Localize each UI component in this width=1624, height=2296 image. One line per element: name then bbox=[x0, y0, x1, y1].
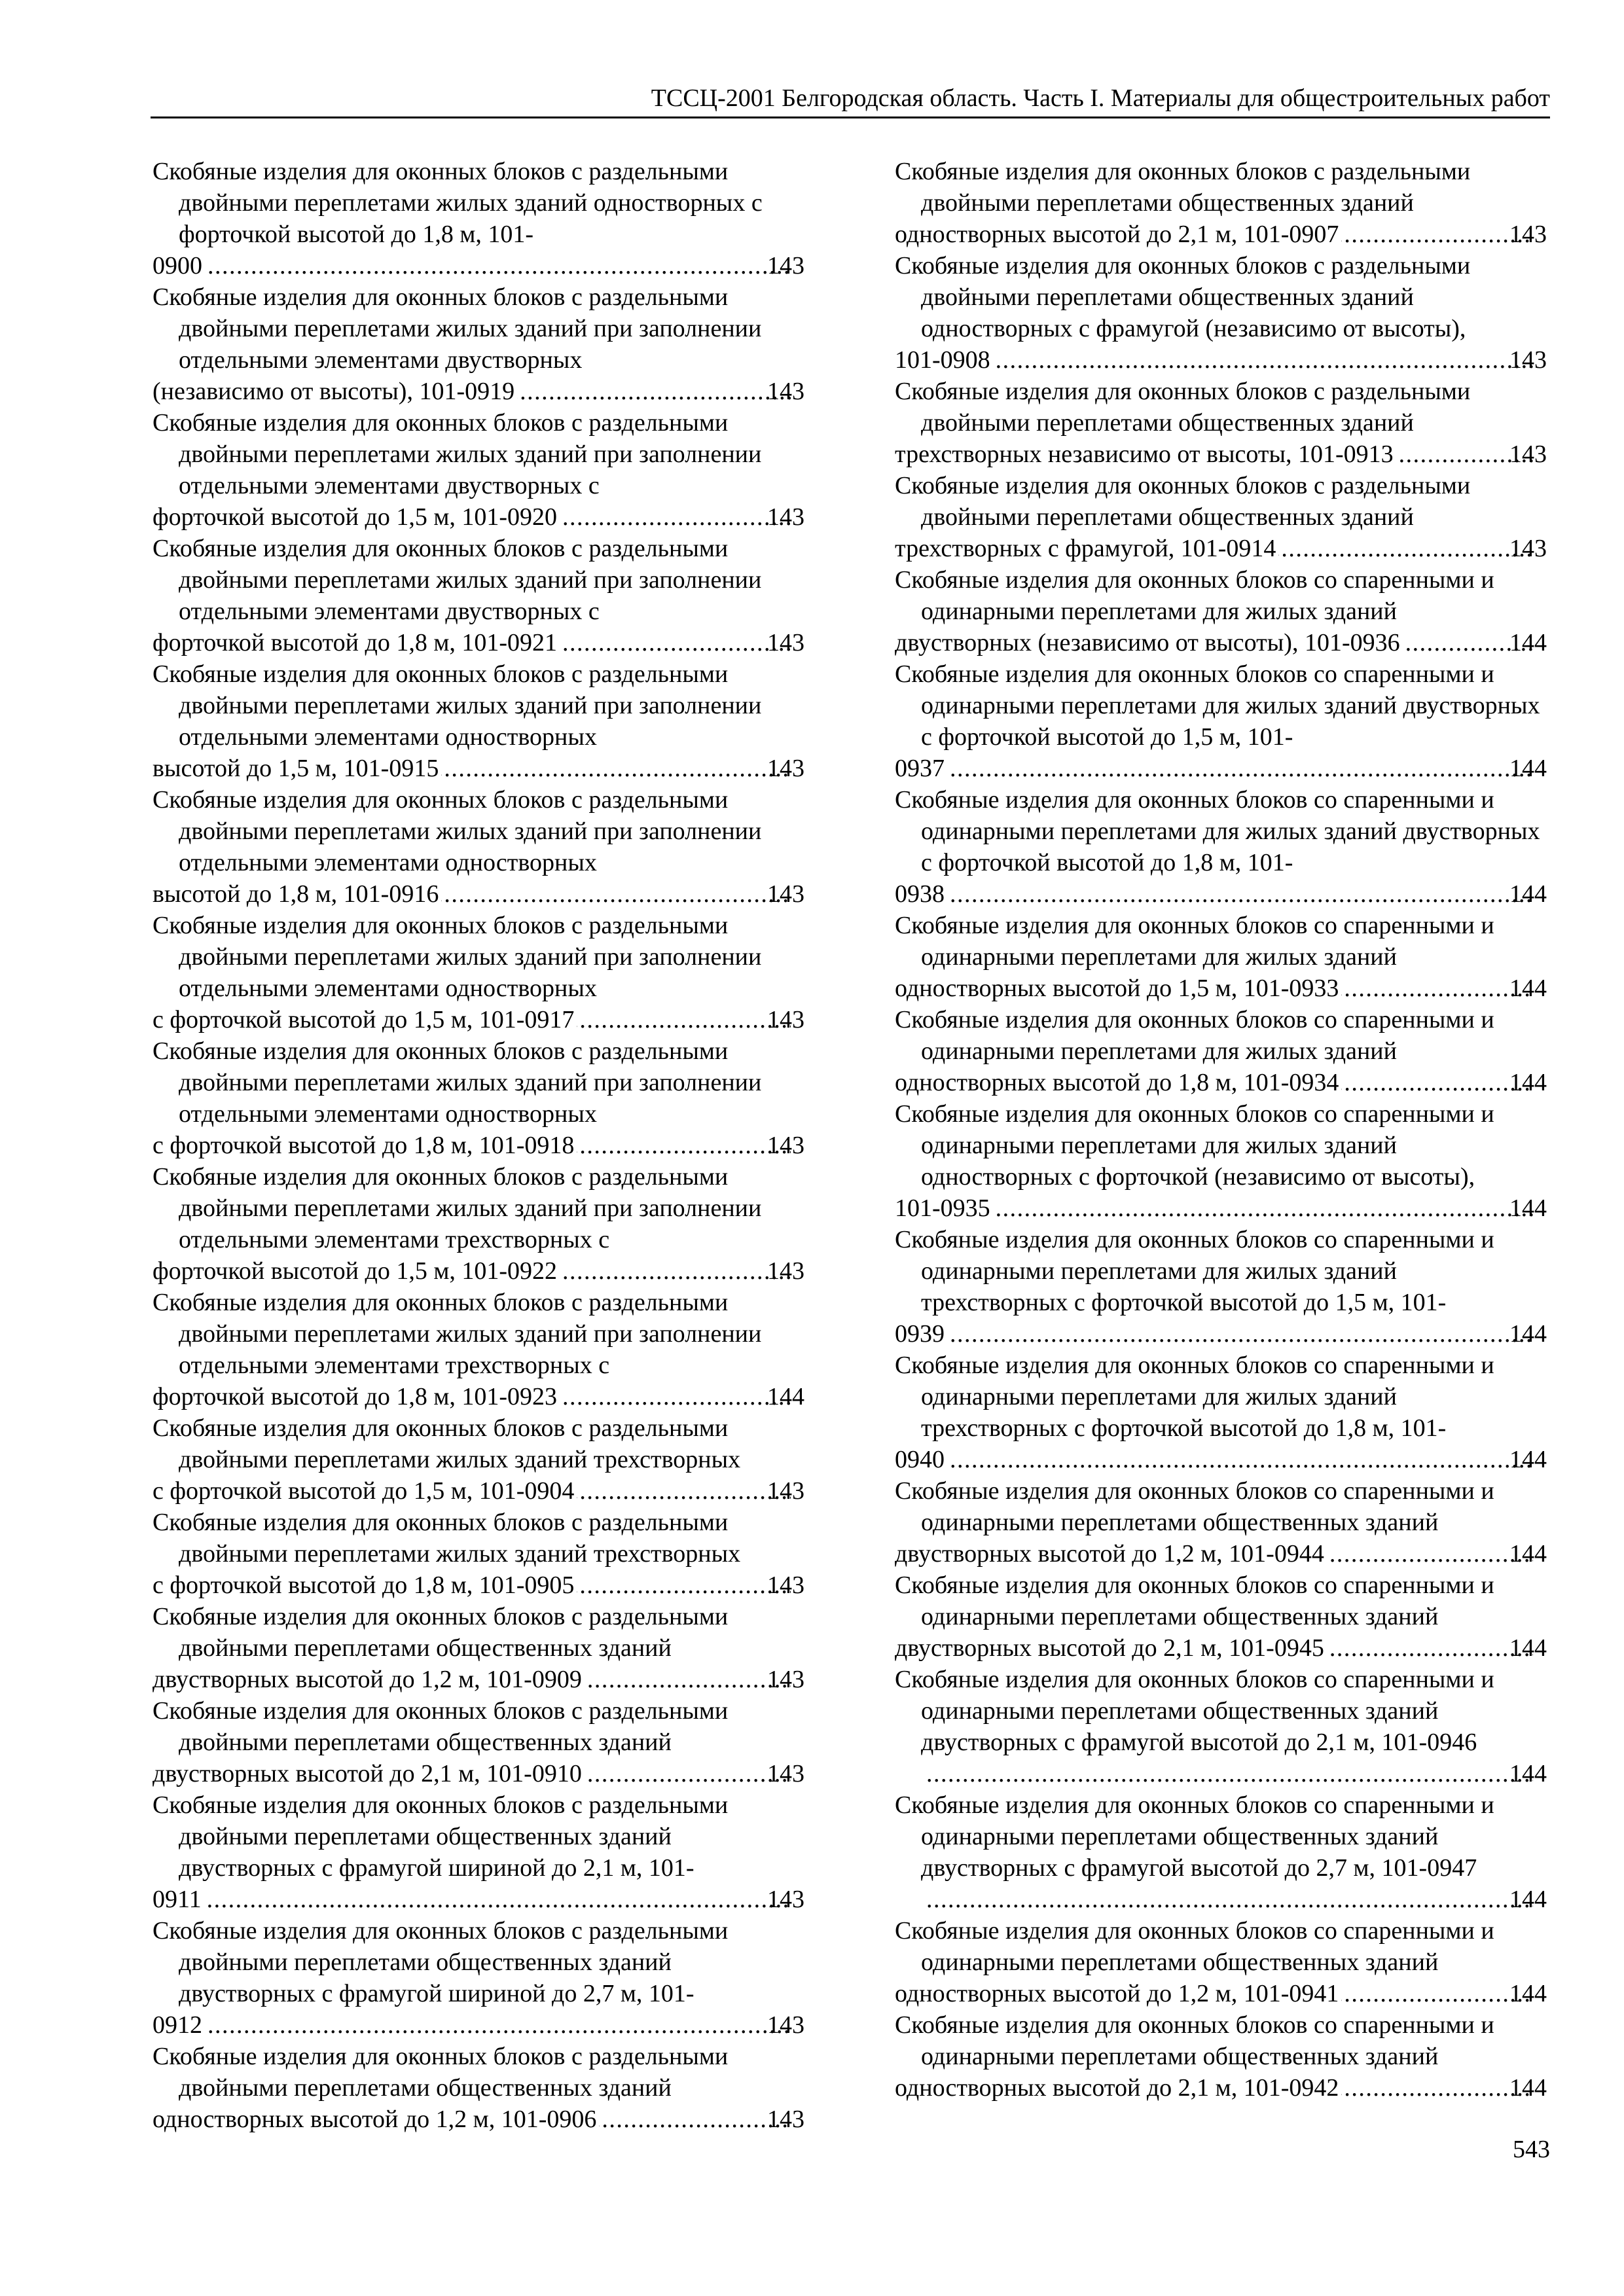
index-entry-text: Скобяные изделия для оконных блоков с раздельными двойными переплетами жилых зданий при заполнении отдельными элементами двустворных bbox=[153, 283, 762, 374]
index-entry bbox=[153, 1161, 804, 1287]
index-entry-leader-line bbox=[153, 1664, 804, 1695]
index-entry bbox=[153, 784, 804, 910]
dot-leader bbox=[517, 376, 791, 407]
dot-leader bbox=[577, 1570, 791, 1601]
index-entry-text: Скобяные изделия для оконных блоков с раздельными двойными переплетами жилых зданий при заполнении отдельными элементами трехстворных с bbox=[153, 1289, 762, 1379]
index-entry-last-line: 0938 bbox=[895, 880, 945, 908]
index-entry bbox=[895, 1915, 1547, 2009]
index-entry-last-line: двустворных (независимо от высоты), 101-0936 bbox=[895, 629, 1400, 656]
index-entry-leader-line bbox=[895, 1538, 1547, 1570]
dot-leader bbox=[1278, 533, 1533, 564]
dot-leader bbox=[560, 1381, 791, 1412]
index-entry-last-line: (независимо от высоты), 101-0919 bbox=[153, 378, 515, 405]
index-entry-page: 143 bbox=[767, 252, 804, 279]
index-entry-leader-line bbox=[895, 439, 1547, 470]
index-entry-page: 143 bbox=[767, 880, 804, 908]
index-entry-text: Скобяные изделия для оконных блоков с раздельными двойными переплетами общественных зданий одностворных с фрамугой (независимо от высоты), bbox=[895, 252, 1471, 342]
index-entry-page: 144 bbox=[1509, 1760, 1547, 1787]
dot-leader bbox=[993, 344, 1533, 376]
dot-leader bbox=[947, 1318, 1533, 1350]
index-entry-leader-line bbox=[153, 2009, 804, 2041]
index-entry bbox=[153, 156, 804, 281]
index-entry-leader-line bbox=[895, 1318, 1547, 1350]
index-entry bbox=[895, 1789, 1547, 1915]
index-entry-last-line: 0912 bbox=[153, 2011, 202, 2039]
index-entry-text: Скобяные изделия для оконных блоков с раздельными двойными переплетами жилых зданий при заполнении отдельными элементами двустворных с bbox=[153, 535, 762, 625]
index-entry bbox=[895, 910, 1547, 1004]
index-entry-leader-line bbox=[153, 501, 804, 533]
index-entry bbox=[153, 658, 804, 784]
index-entry-leader-line bbox=[895, 219, 1547, 250]
index-entry-last-line: одностворных высотой до 2,1 м, 101-0942 bbox=[895, 2074, 1339, 2102]
index-entry-leader-line bbox=[895, 1632, 1547, 1664]
index-entry-leader-line bbox=[153, 1255, 804, 1287]
index-entry-text: Скобяные изделия для оконных блоков с раздельными двойными переплетами общественных зданий bbox=[895, 378, 1471, 437]
index-entry-page: 144 bbox=[1509, 755, 1547, 782]
dot-leader bbox=[577, 1004, 791, 1035]
index-entry bbox=[895, 1350, 1547, 1475]
index-entry-page: 143 bbox=[767, 629, 804, 656]
dot-leader bbox=[441, 753, 791, 784]
index-entry-leader-line bbox=[895, 627, 1547, 658]
index-entry-page: 144 bbox=[1509, 975, 1547, 1002]
index-entry-page: 144 bbox=[1509, 1069, 1547, 1096]
index-entry-last-line: 101-0935 bbox=[895, 1194, 990, 1222]
index-entry-page: 143 bbox=[1509, 440, 1547, 468]
index-entry bbox=[895, 250, 1547, 376]
index-entry-leader-line bbox=[895, 973, 1547, 1004]
index-entry-text: Скобяные изделия для оконных блоков с раздельными двойными переплетами жилых зданий при заполнении отдельными элементами одностворных bbox=[153, 1037, 762, 1128]
index-entry-text: Скобяные изделия для оконных блоков с раздельными двойными переплетами общественных зданий bbox=[895, 158, 1471, 217]
dot-leader bbox=[1341, 973, 1533, 1004]
index-entry-page: 143 bbox=[767, 503, 804, 531]
dot-leader bbox=[1327, 1538, 1533, 1570]
index-entry-leader-line bbox=[921, 1758, 1547, 1789]
index-entry-page: 144 bbox=[1509, 1194, 1547, 1222]
index-entry-text: Скобяные изделия для оконных блоков со спаренными и одинарными переплетами для жилых зданий двустворных с форточкой высотой до 1,5 м, 101- bbox=[895, 660, 1540, 751]
header-rule bbox=[151, 117, 1550, 118]
index-entry-last-line: двустворных высотой до 2,1 м, 101-0945 bbox=[895, 1634, 1324, 1662]
dot-leader bbox=[585, 1664, 791, 1695]
index-entry bbox=[153, 2041, 804, 2135]
index-entry-text: Скобяные изделия для оконных блоков с раздельными двойными переплетами общественных зданий двустворных с фрамугой шириной до 2,7 м, 101- bbox=[153, 1917, 729, 2007]
index-entry-last-line: одностворных высотой до 1,2 м, 101-0941 bbox=[895, 1980, 1339, 2007]
index-entry-last-line: 101-0908 bbox=[895, 346, 990, 374]
dot-leader bbox=[947, 878, 1533, 910]
index-entry bbox=[895, 2009, 1547, 2104]
index-entry-page: 144 bbox=[1509, 1634, 1547, 1662]
index-entry-page: 143 bbox=[767, 1006, 804, 1033]
index-entry-last-line: одностворных высотой до 1,8 м, 101-0934 bbox=[895, 1069, 1339, 1096]
index-entry-page: 144 bbox=[1509, 629, 1547, 656]
index-entry bbox=[153, 407, 804, 533]
dot-leader bbox=[560, 501, 791, 533]
index-entry bbox=[153, 1287, 804, 1412]
index-entry-leader-line bbox=[153, 2104, 804, 2135]
index-entry-last-line: с форточкой высотой до 1,8 м, 101-0905 bbox=[153, 1571, 575, 1599]
index-entry-leader-line bbox=[153, 1475, 804, 1507]
index-entry-text: Скобяные изделия для оконных блоков со спаренными и одинарными переплетами общественных зданий bbox=[895, 1917, 1494, 1976]
index-entry-page: 143 bbox=[1509, 221, 1547, 248]
index-entry-page: 143 bbox=[767, 2106, 804, 2133]
index-entry-text: Скобяные изделия для оконных блоков со спаренными и одинарными переплетами для жилых зданий bbox=[895, 1006, 1494, 1065]
index-entry-leader-line bbox=[153, 1884, 804, 1915]
index-entry-text: Скобяные изделия для оконных блоков со спаренными и одинарными переплетами общественных зданий bbox=[895, 2011, 1494, 2070]
index-entry bbox=[153, 1789, 804, 1915]
index-entry-page: 143 bbox=[767, 378, 804, 405]
index-entry-leader-line bbox=[921, 1884, 1547, 1915]
index-entry-page: 143 bbox=[767, 1571, 804, 1599]
index-entry-leader-line bbox=[153, 878, 804, 910]
index-entry bbox=[895, 1664, 1547, 1789]
index-entry-last-line: форточкой высотой до 1,8 м, 101-0921 bbox=[153, 629, 558, 656]
index-entry-text: Скобяные изделия для оконных блоков с раздельными двойными переплетами общественных зданий bbox=[153, 1603, 729, 1662]
dot-leader bbox=[205, 2009, 791, 2041]
index-entry-page: 144 bbox=[1509, 880, 1547, 908]
index-entry bbox=[895, 658, 1547, 784]
dot-leader bbox=[1341, 1067, 1533, 1098]
index-entry-leader-line bbox=[895, 533, 1547, 564]
index-entry-page: 143 bbox=[1509, 346, 1547, 374]
index-entry-last-line: форточкой высотой до 1,5 м, 101-0922 bbox=[153, 1257, 558, 1285]
index-entry-page: 143 bbox=[1509, 535, 1547, 562]
dot-leader bbox=[441, 878, 791, 910]
index-entry-leader-line bbox=[153, 1004, 804, 1035]
index-entry-page: 144 bbox=[1509, 1540, 1547, 1568]
index-entry-leader-line bbox=[895, 344, 1547, 376]
index-entry-leader-line bbox=[153, 376, 804, 407]
index-entry bbox=[153, 1601, 804, 1695]
index-column-right bbox=[895, 156, 1547, 2104]
index-entry bbox=[895, 470, 1547, 564]
index-entry-text: Скобяные изделия для оконных блоков с раздельными двойными переплетами жилых зданий трехстворных bbox=[153, 1509, 741, 1568]
index-entry-leader-line bbox=[153, 1758, 804, 1789]
index-entry-page: 143 bbox=[767, 1132, 804, 1159]
index-entry-leader-line bbox=[895, 1067, 1547, 1098]
index-entry bbox=[153, 1507, 804, 1601]
index-entry-text: Скобяные изделия для оконных блоков с раздельными двойными переплетами жилых зданий одностворных с форточкой высотой до 1,8 м, 101- bbox=[153, 158, 763, 248]
index-column-left bbox=[153, 156, 804, 2135]
index-entry-text: Скобяные изделия для оконных блоков со спаренными и одинарными переплетами для жилых зданий трехстворных с форточкой высотой до 1,5 м, 101- bbox=[895, 1226, 1494, 1316]
dot-leader bbox=[924, 1884, 1533, 1915]
index-entry bbox=[895, 1098, 1547, 1224]
index-entry-page: 144 bbox=[1509, 1320, 1547, 1348]
index-entry-page: 143 bbox=[767, 1257, 804, 1285]
index-entry-leader-line bbox=[895, 753, 1547, 784]
dot-leader bbox=[577, 1130, 791, 1161]
index-entry-text: Скобяные изделия для оконных блоков со спаренными и одинарными переплетами общественных зданий bbox=[895, 1571, 1494, 1630]
index-entry-last-line: трехстворных независимо от высоты, 101-0913 bbox=[895, 440, 1394, 468]
index-entry bbox=[153, 1035, 804, 1161]
index-entry-page: 144 bbox=[1509, 2074, 1547, 2102]
dot-leader bbox=[205, 250, 791, 281]
index-entry-leader-line bbox=[153, 250, 804, 281]
index-entry-page: 144 bbox=[1509, 1886, 1547, 1913]
dot-leader bbox=[947, 1444, 1533, 1475]
index-entry-last-line: форточкой высотой до 1,8 м, 101-0923 bbox=[153, 1383, 558, 1410]
index-entry-page: 143 bbox=[767, 2011, 804, 2039]
index-entry bbox=[895, 376, 1547, 470]
dot-leader bbox=[560, 627, 791, 658]
dot-leader bbox=[993, 1193, 1533, 1224]
index-entry-text: Скобяные изделия для оконных блоков с раздельными двойными переплетами жилых зданий при заполнении отдельными элементами двустворных с bbox=[153, 409, 762, 499]
index-entry-last-line: 0939 bbox=[895, 1320, 945, 1348]
index-entry-last-line: 0911 bbox=[153, 1886, 202, 1913]
dot-leader bbox=[1341, 2072, 1533, 2104]
dot-leader bbox=[1327, 1632, 1533, 1664]
index-entry bbox=[153, 910, 804, 1035]
index-entry-last-line: с форточкой высотой до 1,5 м, 101-0904 bbox=[153, 1477, 575, 1505]
index-entry-last-line: с форточкой высотой до 1,5 м, 101-0917 bbox=[153, 1006, 575, 1033]
index-entry-leader-line bbox=[153, 753, 804, 784]
index-entry-text: Скобяные изделия для оконных блоков со спаренными и одинарными переплетами для жилых зданий трехстворных с форточкой высотой до 1,8 м, 101- bbox=[895, 1352, 1494, 1442]
index-entry-last-line: с форточкой высотой до 1,8 м, 101-0918 bbox=[153, 1132, 575, 1159]
index-entry-leader-line bbox=[153, 627, 804, 658]
dot-leader bbox=[204, 1884, 791, 1915]
index-entry-last-line: 0940 bbox=[895, 1446, 945, 1473]
index-entry-page: 144 bbox=[767, 1383, 804, 1410]
dot-leader bbox=[585, 1758, 791, 1789]
index-entry-page: 143 bbox=[767, 1477, 804, 1505]
index-entry bbox=[895, 564, 1547, 658]
dot-leader bbox=[1341, 1978, 1533, 2009]
index-entry-leader-line bbox=[153, 1381, 804, 1412]
dot-leader bbox=[1341, 219, 1533, 250]
index-entry-text: Скобяные изделия для оконных блоков с раздельными двойными переплетами жилых зданий трехстворных bbox=[153, 1414, 741, 1473]
index-entry-text: Скобяные изделия для оконных блоков с раздельными двойными переплетами общественных зданий bbox=[895, 472, 1471, 531]
index-entry-last-line: 0937 bbox=[895, 755, 945, 782]
index-entry bbox=[895, 1224, 1547, 1350]
index-entry-last-line: одностворных высотой до 2,1 м, 101-0907 bbox=[895, 221, 1339, 248]
dot-leader bbox=[577, 1475, 791, 1507]
index-entry bbox=[153, 281, 804, 407]
index-entry-leader-line bbox=[895, 1444, 1547, 1475]
page-number: 543 bbox=[1513, 2136, 1550, 2163]
index-entry-text: Скобяные изделия для оконных блоков со спаренными и одинарными переплетами для жилых зданий bbox=[895, 566, 1494, 625]
index-entry-text: Скобяные изделия для оконных блоков со спаренными и одинарными переплетами для жилых зданий bbox=[895, 912, 1494, 971]
index-entry bbox=[153, 1915, 804, 2041]
index-entry bbox=[895, 784, 1547, 910]
index-entry-page: 144 bbox=[1509, 1446, 1547, 1473]
index-entry bbox=[895, 1570, 1547, 1664]
index-entry-text: Скобяные изделия для оконных блоков с раздельными двойными переплетами общественных зданий двустворных с фрамугой шириной до 2,1 м, 101- bbox=[153, 1791, 729, 1882]
index-entry-text: Скобяные изделия для оконных блоков с раздельными двойными переплетами жилых зданий при заполнении отдельными элементами трехстворных с bbox=[153, 1163, 762, 1253]
index-entry-page: 144 bbox=[1509, 1980, 1547, 2007]
index-entry-last-line: двустворных высотой до 2,1 м, 101-0910 bbox=[153, 1760, 582, 1787]
index-entry-last-line: одностворных высотой до 1,5 м, 101-0933 bbox=[895, 975, 1339, 1002]
index-entry-text: Скобяные изделия для оконных блоков с раздельными двойными переплетами общественных зданий bbox=[153, 1697, 729, 1756]
index-entry-text: Скобяные изделия для оконных блоков с раздельными двойными переплетами жилых зданий при заполнении отдельными элементами одностворных bbox=[153, 786, 762, 876]
index-entry-last-line: 0900 bbox=[153, 252, 202, 279]
index-entry-last-line: одностворных высотой до 1,2 м, 101-0906 bbox=[153, 2106, 597, 2133]
index-entry-page: 143 bbox=[767, 1666, 804, 1693]
index-entry-leader-line bbox=[153, 1570, 804, 1601]
dot-leader bbox=[947, 753, 1533, 784]
running-header: ТССЦ-2001 Белгородская область. Часть I. Материалы для общестроительных работ bbox=[651, 84, 1550, 112]
index-entry-text: Скобяные изделия для оконных блоков с раздельными двойными переплетами жилых зданий при заполнении отдельными элементами одностворных bbox=[153, 912, 762, 1002]
dot-leader bbox=[599, 2104, 791, 2135]
index-entry bbox=[895, 1475, 1547, 1570]
dot-leader bbox=[924, 1758, 1533, 1789]
dot-leader bbox=[560, 1255, 791, 1287]
index-entry-text: Скобяные изделия для оконных блоков со спаренными и одинарными переплетами для жилых зданий двустворных с форточкой высотой до 1,8 м, 101- bbox=[895, 786, 1540, 876]
index-entry-leader-line bbox=[895, 1193, 1547, 1224]
index-entry bbox=[153, 1695, 804, 1789]
index-entry-last-line: форточкой высотой до 1,5 м, 101-0920 bbox=[153, 503, 558, 531]
index-entry-leader-line bbox=[895, 878, 1547, 910]
index-entry-page: 143 bbox=[767, 1886, 804, 1913]
index-entry-last-line: высотой до 1,5 м, 101-0915 bbox=[153, 755, 439, 782]
index-entry-text: Скобяные изделия для оконных блоков с раздельными двойными переплетами общественных зданий bbox=[153, 2043, 729, 2102]
index-entry-leader-line bbox=[895, 1978, 1547, 2009]
index-entry-last-line: двустворных высотой до 1,2 м, 101-0944 bbox=[895, 1540, 1324, 1568]
index-entry-last-line: высотой до 1,8 м, 101-0916 bbox=[153, 880, 439, 908]
index-entry bbox=[895, 1004, 1547, 1098]
index-entry-text: Скобяные изделия для оконных блоков со спаренными и одинарными переплетами общественных зданий двустворных с фрамугой высотой до 2,7 м, 101-0947 bbox=[895, 1791, 1494, 1882]
index-entry-page: 143 bbox=[767, 1760, 804, 1787]
index-entry-page: 143 bbox=[767, 755, 804, 782]
index-entry-leader-line bbox=[895, 2072, 1547, 2104]
index-entry-text: Скобяные изделия для оконных блоков с раздельными двойными переплетами жилых зданий при заполнении отдельными элементами одностворных bbox=[153, 660, 762, 751]
index-entry-text: Скобяные изделия для оконных блоков со спаренными и одинарными переплетами общественных зданий двустворных с фрамугой высотой до 2,1 м, 101-0946 bbox=[895, 1666, 1494, 1756]
index-entry-text: Скобяные изделия для оконных блоков со спаренными и одинарными переплетами общественных зданий bbox=[895, 1477, 1494, 1536]
index-entry bbox=[895, 156, 1547, 250]
index-entry-leader-line bbox=[153, 1130, 804, 1161]
index-entry-last-line: двустворных высотой до 1,2 м, 101-0909 bbox=[153, 1666, 582, 1693]
index-entry-last-line: трехстворных с фрамугой, 101-0914 bbox=[895, 535, 1276, 562]
index-entry bbox=[153, 533, 804, 658]
index-entry-text: Скобяные изделия для оконных блоков со спаренными и одинарными переплетами для жилых зданий одностворных с форточкой (независимо от высоты), bbox=[895, 1100, 1494, 1191]
index-entry bbox=[153, 1412, 804, 1507]
